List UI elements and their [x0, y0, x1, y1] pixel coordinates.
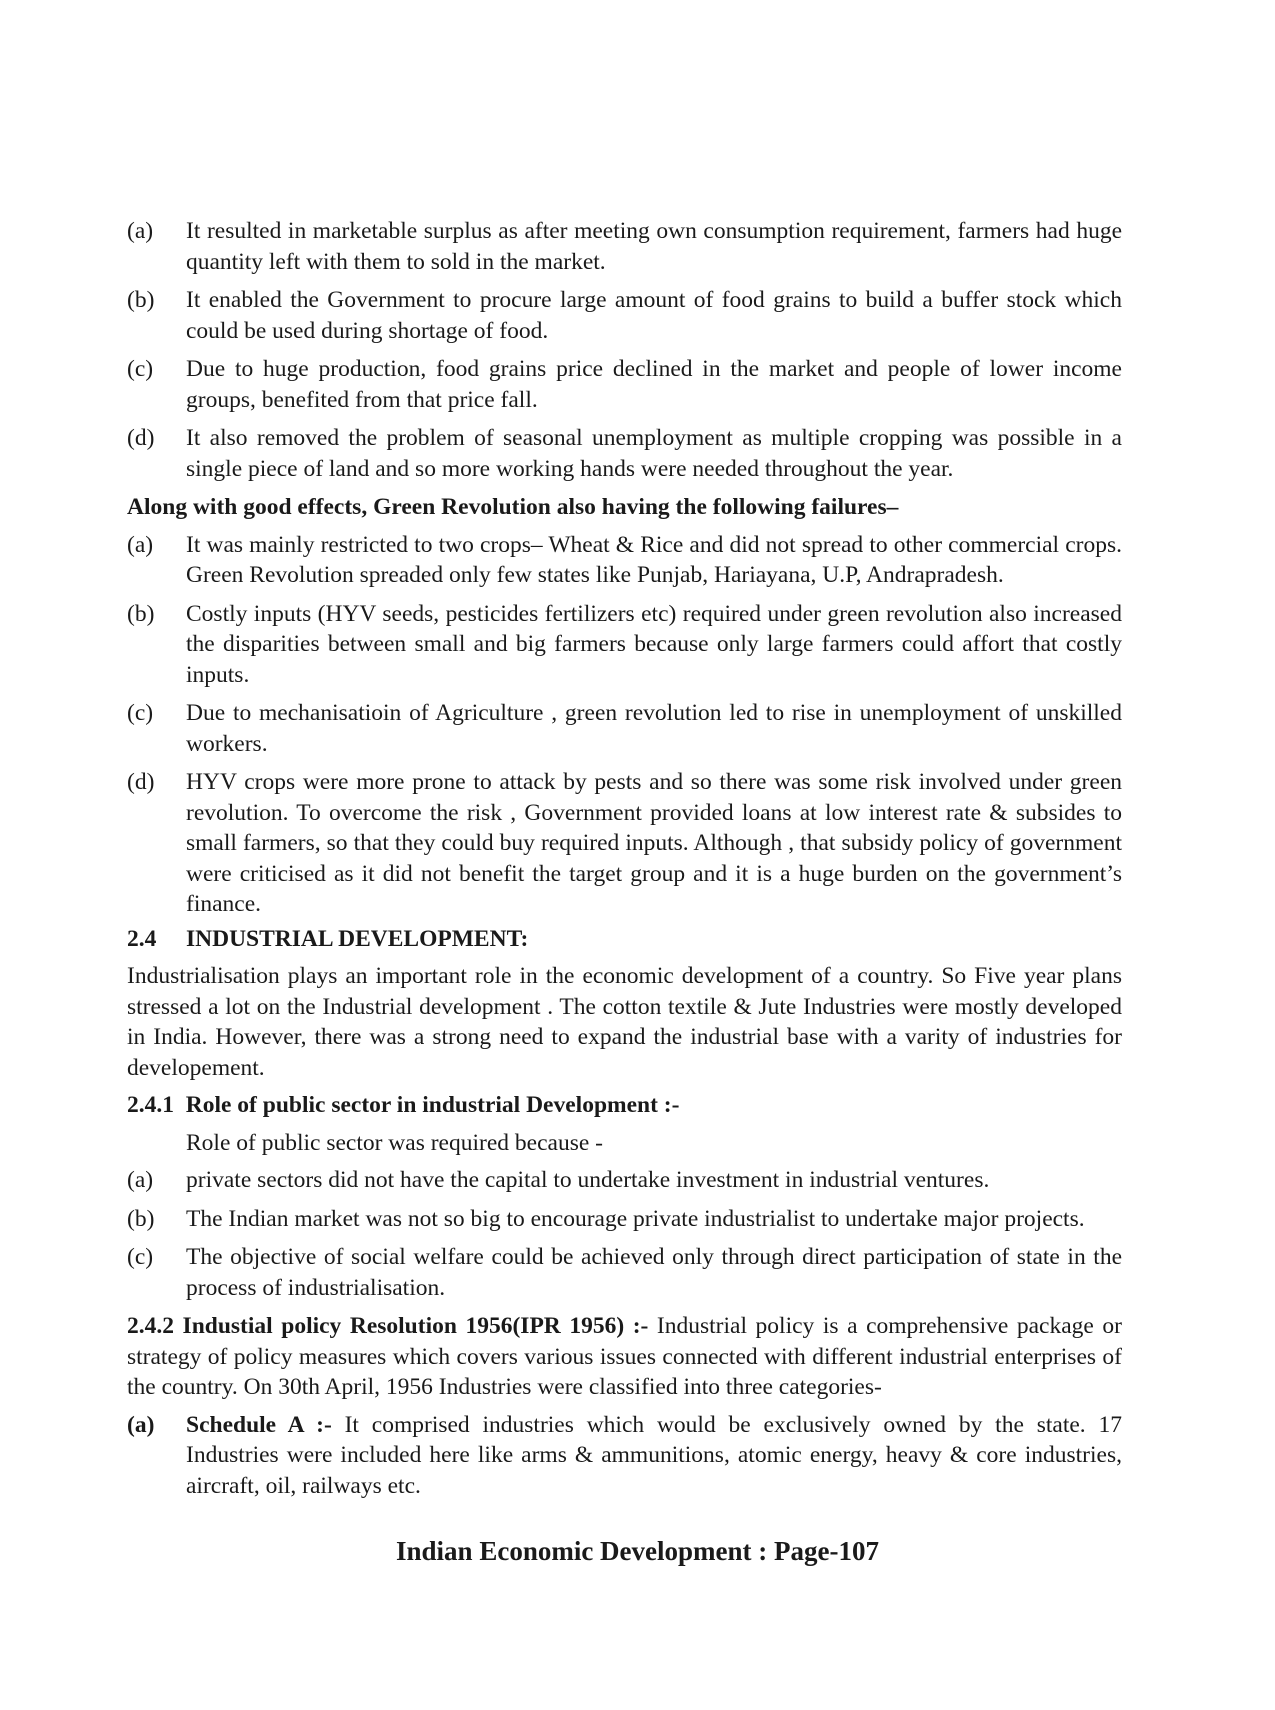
schedule-title: Schedule A :-	[186, 1411, 332, 1438]
section-heading-2-4-1: 2.4.1 Role of public sector in industrial Development :-	[127, 1092, 680, 1118]
item-label: (b)	[127, 287, 155, 313]
schedule-a-item	[127, 1410, 1122, 1502]
benefit-item	[127, 216, 1122, 277]
item-label: (c)	[127, 700, 154, 726]
public-sector-item	[127, 1165, 1122, 1196]
item-text: Due to huge production, food grains price declined in the market and people of lower income groups, benefited from that price fall.	[186, 356, 1122, 413]
item-label: (a)	[127, 531, 154, 558]
item-text: HYV crops were more prone to attack by pests and so there was some risk involved under green revolution. To overcome the risk , Government provided loans at low interest rate & subsides to small farmers, so that they could buy required inputs. Although , that subsidy policy of government were criticised as it did not benefit the target group and it is a huge burden on the government’s finance.	[186, 769, 1122, 917]
item-label: (b)	[127, 1205, 155, 1232]
item-label: (a)	[127, 1411, 155, 1438]
item-label: (b)	[127, 600, 155, 627]
item-text: Costly inputs (HYV seeds, pesticides fertilizers etc) required under green revolution also increased the disparities between small and big farmers because only large farmers could affort that costly inputs.	[186, 600, 1122, 688]
section-text: Industrial policy is a comprehensive package or strategy of policy measures which covers various issues connected with different industrial enterprises of the country. On 30th April, 1956 Industries were classified into three categories-	[127, 1313, 1122, 1400]
item-label: (a)	[127, 1167, 154, 1193]
item-text: It enabled the Government to procure large amount of food grains to build a buffer stock which could be used during shortage of food.	[186, 287, 1122, 344]
item-text: The Indian market was not so big to encourage private industrialist to undertake major projects.	[186, 1205, 1085, 1232]
item-text: The objective of social welfare could be achieved only through direct participation of state in the process of industrialisation.	[186, 1244, 1122, 1301]
item-text: It resulted in marketable surplus as after meeting own consumption requirement, farmers had huge quantity left with them to sold in the market.	[186, 218, 1122, 275]
benefit-item	[127, 354, 1122, 415]
item-text: Due to mechanisatioin of Agriculture , green revolution led to rise in unemployment of unskilled workers.	[186, 700, 1122, 757]
section-paragraph: Industrialisation plays an important role in the economic development of a country. So Five year plans stressed a lot on the Industrial development . The cotton textile & Jute Industries were mostly developed in India. However, there was a strong need to expand the industrial base with a varity of industries for developement.	[127, 963, 1122, 1081]
benefit-item	[127, 285, 1122, 346]
section-heading-2-4	[127, 924, 1122, 955]
page-body	[127, 216, 1122, 1509]
item-label: (d)	[127, 769, 155, 795]
item-label: (c)	[127, 1244, 154, 1270]
failure-item	[127, 599, 1122, 691]
item-text: private sectors did not have the capital to undertake investment in industrial ventures.	[186, 1167, 990, 1193]
section-number: 2.4	[127, 925, 157, 952]
public-sector-item	[127, 1242, 1122, 1303]
item-label: (c)	[127, 356, 154, 382]
section-intro: Role of public sector was required because -	[186, 1129, 603, 1156]
section-2-4-2	[127, 1311, 1122, 1403]
failures-heading: Along with good effects, Green Revolution also having the following failures–	[127, 494, 899, 520]
benefit-item	[127, 423, 1122, 484]
item-text: It also removed the problem of seasonal unemployment as multiple cropping was possible in a single piece of land and so more working hands were needed throughout the year.	[186, 425, 1122, 482]
failure-item	[127, 767, 1122, 920]
schedule-text: It comprised industries which would be exclusively owned by the state. 17 Industries were included here like arms & ammunitions, atomic energy, heavy & core industries, aircraft, oil, railways etc.	[186, 1411, 1122, 1499]
item-label: (a)	[127, 218, 154, 244]
item-text: It was mainly restricted to two crops– Wheat & Rice and did not spread to other commercial crops. Green Revolution spreaded only few states like Punjab, Hariayana, U.P, Andrapradesh.	[186, 531, 1122, 588]
section-title: INDUSTRIAL DEVELOPMENT:	[186, 925, 529, 952]
page-footer: Indian Economic Development : Page-107	[396, 1536, 879, 1566]
failure-item	[127, 698, 1122, 759]
item-label: (d)	[127, 425, 155, 451]
public-sector-item	[127, 1204, 1122, 1235]
section-heading-2-4-2: 2.4.2 Industial policy Resolution 1956(IPR 1956) :-	[127, 1313, 649, 1339]
failure-item	[127, 530, 1122, 591]
item-text	[186, 1410, 1122, 1502]
